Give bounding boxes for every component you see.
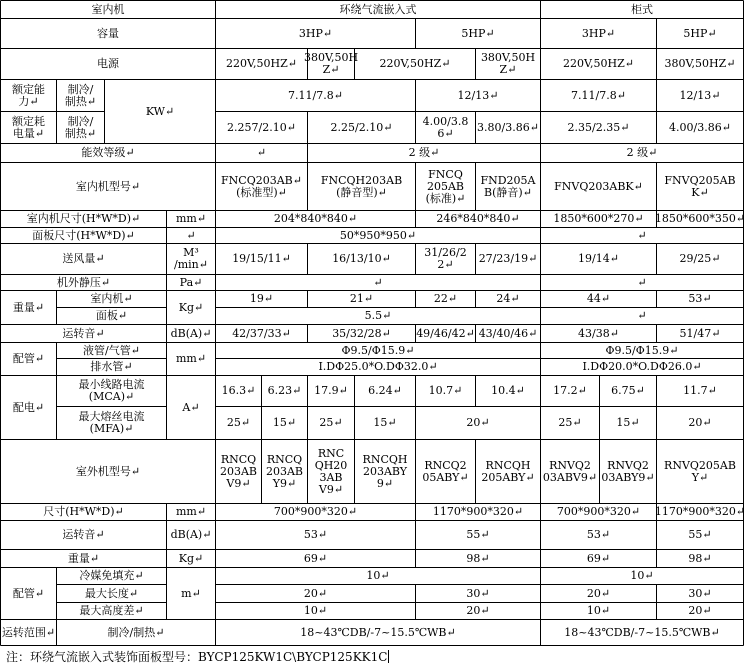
table-cell: mm↵: [175, 212, 207, 225]
table-cell: 运转音↵: [62, 528, 105, 541]
table-cell: 24↵: [496, 292, 520, 305]
table-cell: dB(A)↵: [170, 326, 212, 340]
table-cell: mm↵: [175, 352, 207, 365]
table-cell: 10↵: [366, 569, 390, 582]
table-cell: 44↵: [586, 292, 611, 305]
table-cell: mm↵: [175, 505, 207, 518]
table-cell: 380V,50H Z↵: [303, 51, 359, 76]
table-cell: 冷媒免填充↵: [79, 569, 144, 582]
table-cell: 220V,50HZ↵: [226, 57, 297, 70]
table-cell: 2.35/2.35↵: [567, 120, 630, 134]
table-cell: 机外静压↵: [56, 275, 111, 289]
table-cell: 42/37/33↵: [232, 326, 291, 340]
table-cell: 55↵: [466, 528, 490, 541]
table-cell: 18~43℃DB/-7~15.5℃WB↵: [564, 625, 720, 639]
table-cell: I.DΦ20.0*O.DΦ26.0↵: [582, 360, 702, 373]
table-cell: 最大长度↵: [84, 586, 139, 600]
table-cell: 10↵: [586, 604, 611, 617]
table-cell: 380V,50HZ↵: [664, 57, 736, 70]
table-cell: 6.75↵: [611, 384, 645, 397]
table-cell: 53↵: [303, 528, 328, 541]
table-cell: 53↵: [586, 528, 611, 541]
table-cell: 204*840*840↵: [273, 212, 358, 225]
table-cell: 最小线路电流 (MCA)↵: [78, 378, 145, 403]
table-cell: ↵: [186, 228, 196, 242]
table-cell: 2 级↵: [626, 146, 658, 159]
table-cell: Φ9.5/Φ15.9↵: [341, 343, 415, 357]
table-cell: 43/38↵: [578, 326, 619, 340]
table-cell: 面板↵: [95, 309, 128, 322]
table-cell: KW↵: [145, 104, 175, 118]
table-cell: 15↵: [616, 416, 640, 429]
table-cell: 51/47↵: [679, 326, 721, 340]
table-cell: FNCQH203AB (静音型)↵: [320, 173, 403, 199]
table-cell: 最大高度差↵: [79, 604, 144, 617]
table-cell: 20↵: [688, 604, 712, 617]
table-cell: 700*900*320↵: [273, 505, 358, 518]
table-cell: 69↵: [303, 551, 328, 565]
table-cell: 制冷/制热↵: [107, 625, 165, 639]
table-cell: 配电↵: [12, 400, 45, 414]
footnote-line: [6, 648, 389, 665]
table-cell: 配管↵: [12, 352, 45, 365]
table-cell: 2.25/2.10↵: [330, 120, 393, 134]
table-cell: 排水管↵: [90, 360, 133, 373]
table-cell: 1850*600*350↵: [654, 212, 745, 225]
table-cell: 16/13/10↵: [332, 252, 391, 265]
table-cell: 1170*900*320↵: [654, 505, 745, 518]
table-cell: 220V,50HZ↵: [563, 57, 634, 70]
table-cell: 700*900*320↵: [556, 505, 641, 518]
table-cell: 5.5↵: [364, 309, 392, 322]
table-cell: 35/32/28↵: [332, 326, 391, 340]
table-cell: ↵: [256, 146, 267, 159]
table-cell: 容量: [97, 26, 119, 40]
table-cell: 最大熔丝电流 (MFA)↵: [78, 410, 145, 435]
table-cell: dB(A)↵: [170, 528, 212, 541]
table-cell: FNCQ 205AB (标准)↵: [425, 167, 466, 205]
table-cell: 柜式: [631, 2, 653, 16]
table-cell: RNCQH 205ABY↵: [481, 458, 535, 484]
table-cell: 1850*600*270↵: [553, 212, 644, 225]
table-cell: 12/13↵: [457, 88, 499, 102]
table-cell: Kg↵: [178, 300, 204, 314]
table-cell: 7.11/7.8↵: [571, 88, 626, 102]
table-cell: 19↵: [249, 292, 274, 305]
table-cell: 10↵: [630, 569, 654, 582]
table-cell: 22↵: [433, 292, 458, 305]
table-cell: 室内机: [91, 2, 125, 16]
table-cell: A↵: [182, 400, 200, 414]
table-cell: 17.9↵: [314, 384, 348, 397]
table-cell: 20↵: [586, 586, 611, 600]
table-cell: 6.24↵: [368, 384, 402, 397]
table-cell: 3.80/3.86↵: [477, 120, 539, 134]
table-cell: 制冷/ 制热↵: [64, 82, 97, 108]
table-cell: 43/40/46↵: [478, 326, 538, 340]
table-cell: Pa↵: [179, 275, 203, 289]
table-cell: RNVQ205AB Y↵: [664, 458, 736, 484]
table-cell: 20↵: [303, 586, 328, 600]
table-cell: 380V,50H Z↵: [480, 51, 536, 76]
text-cursor: [388, 650, 389, 663]
table-cell: 10↵: [303, 604, 328, 617]
table-cell: 重量↵: [12, 300, 45, 314]
table-cell: 69↵: [586, 551, 611, 565]
table-cell: Φ9.5/Φ15.9↵: [605, 343, 679, 357]
table-cell: 2 级↵: [408, 146, 440, 159]
table-cell: 25↵: [558, 416, 582, 429]
table-cell: 4.00/3.86↵: [669, 120, 731, 134]
table-cell: ↵: [373, 275, 383, 289]
table-cell: 17.2↵: [553, 384, 587, 397]
table-cell: 30↵: [466, 586, 490, 600]
table-cell: 室内机↵: [90, 292, 133, 305]
table-cell: 53↵: [688, 292, 712, 305]
table-cell: RNCQ 203AB Y9↵: [265, 452, 304, 490]
table-cell: 室内机尺寸(H*W*D)↵: [26, 212, 141, 225]
table-cell: 18~43℃DB/-7~15.5℃WB↵: [300, 625, 456, 639]
table-cell: 31/26/2 2↵: [424, 246, 467, 271]
table-cell: FNCQ203AB↵ (标准型)↵: [221, 173, 302, 199]
table-cell: 配管↵: [12, 586, 45, 600]
table-cell: 19/14↵: [578, 252, 619, 265]
table-cell: 50*950*950↵: [339, 228, 417, 242]
table-cell: 制冷/ 制热↵: [64, 114, 97, 140]
table-cell: 10.7↵: [428, 384, 463, 397]
table-cell: RNVQ2 03ABY9↵: [601, 458, 655, 484]
table-cell: 3HP↵: [581, 26, 616, 40]
table-cell: ↵: [637, 275, 647, 289]
table-cell: 额定耗 电量↵: [12, 114, 45, 140]
table-cell: Kg↵: [178, 551, 204, 565]
table-cell: 30↵: [688, 586, 712, 600]
table-cell: 4.00/3.8 6↵: [422, 114, 469, 140]
table-cell: 29/25↵: [679, 252, 721, 265]
table-cell: 16.3↵: [221, 384, 256, 397]
table-cell: 21↵: [349, 292, 374, 305]
footnote-text: 注：环绕气流嵌入式装饰面板型号：BYCP125KW1C\BYCP125KK1C: [6, 650, 388, 664]
table-cell: 20↵: [688, 416, 712, 429]
table-cell: 液管/气管↵: [83, 343, 140, 357]
table-cell: 20↵: [466, 604, 490, 617]
table-cell: 19/15/11↵: [232, 252, 291, 265]
table-cell: 5HP↵: [683, 26, 717, 40]
table-cell: 98↵: [466, 551, 490, 565]
table-cell: RNCQ 203AB V9↵: [219, 452, 258, 490]
table-cell: 20↵: [466, 416, 490, 429]
table-cell: FNVQ205AB K↵: [664, 173, 736, 199]
table-cell: RNVQ2 03ABV9↵: [542, 458, 598, 484]
table-cell: 1170*900*320↵: [432, 505, 524, 518]
table-cell: ↵: [637, 228, 647, 242]
table-cell: m↵: [181, 586, 201, 600]
table-cell: 98↵: [688, 551, 712, 565]
table-cell: 12/13↵: [679, 88, 721, 102]
table-cell: 10.4↵: [491, 384, 525, 397]
table-cell: 电源: [97, 57, 119, 70]
table-cell: 11.7↵: [683, 384, 717, 397]
table-cell: 环绕气流嵌入式: [339, 2, 417, 16]
table-cell: 尺寸(H*W*D)↵: [43, 505, 124, 518]
table-cell: RNC QH20 3AB V9↵: [314, 446, 348, 496]
table-cell: RNCQ2 05ABY↵: [422, 458, 469, 484]
table-cell: FND205A B(静音)↵: [480, 173, 536, 199]
table-cell: I.DΦ25.0*O.DΦ32.0↵: [318, 360, 438, 373]
table-cell: 5HP↵: [461, 26, 495, 40]
table-cell: RNCQH 203ABY 9↵: [362, 452, 408, 490]
table-cell: 重量↵: [67, 551, 100, 565]
table-cell: 15↵: [272, 416, 297, 429]
table-cell: 面板尺寸(H*W*D)↵: [32, 228, 135, 242]
table-cell: 15↵: [373, 416, 397, 429]
table-cell: 246*840*840↵: [436, 212, 520, 225]
table-cell: 6.23↵: [267, 384, 302, 397]
table-cell: 27/23/19↵: [478, 252, 538, 265]
table-cell: M³ /min↵: [174, 246, 208, 271]
table-cell: 7.11/7.8↵: [288, 88, 343, 102]
table-cell: 2.257/2.10↵: [227, 120, 296, 134]
table-cell: 25↵: [226, 416, 251, 429]
table-cell: 25↵: [319, 416, 343, 429]
table-cell: 室外机型号↵: [75, 464, 141, 478]
table-cell: 额定能 力↵: [12, 82, 45, 108]
table-cell: 能效等级↵: [81, 146, 135, 159]
table-cell: 运转音↵: [62, 326, 105, 340]
table-cell: FNVQ203ABK↵: [554, 179, 643, 193]
table-cell: 运转范围↵: [1, 625, 56, 639]
table-cell: 室内机型号↵: [75, 179, 141, 193]
table-cell: 送风量↵: [62, 252, 105, 265]
table-cell: 49/46/42↵: [416, 326, 475, 340]
table-cell: 55↵: [688, 528, 712, 541]
table-cell: ↵: [637, 309, 647, 322]
table-cell: 220V,50HZ↵: [379, 57, 451, 70]
table-cell: 3HP↵: [298, 26, 333, 40]
